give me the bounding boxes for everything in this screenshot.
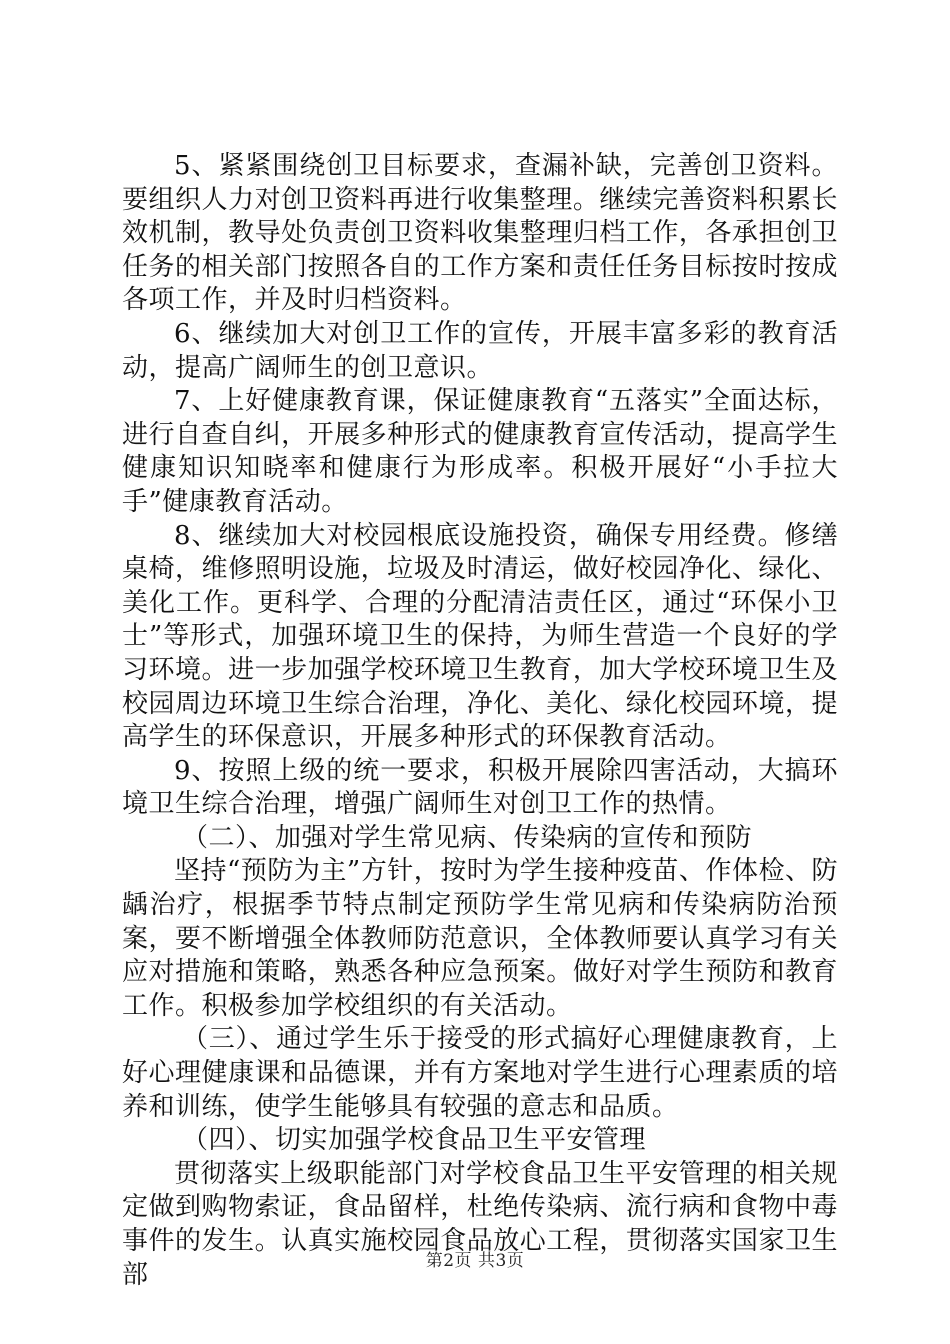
section-heading-4: （四）、切实加强学校食品卫生平安管理 xyxy=(182,1125,647,1156)
paragraph-item-8: 8、继续加大对校园根底设施投资，确保专用经费。修缮桌椅，维修照明设施，垃圾及时清运，做好校园净化、绿化、美化工作。更科学、合理的分配清洁责任区，通过“环保小卫士”等形式，加强环境卫生的保持，为师生营造一个良好的学习环境。进一步加强学校环境卫生教育，加大学校环境卫生及校园周边环境卫生综合治理，净化、美化、绿化校园环境，提高学生的环保意识，开展多种形式的环保教育活动。 xyxy=(122,520,838,753)
paragraph-item-6: 6、继续加大对创卫工作的宣传，开展丰富多彩的教育活动，提高广阔师生的创卫意识。 xyxy=(122,318,838,383)
section-heading-3: （三）、通过学生乐于接受的形式搞好心理健康教育，上好心理健康课和品德课，并有方案地对学生进行心理素质的培养和训练，使学生能够具有较强的意志和品质。 xyxy=(122,1024,838,1122)
document-body xyxy=(122,150,838,1292)
paragraph-item-9: 9、按照上级的统一要求，积极开展除四害活动，大搞环境卫生综合治理，增强广阔师生对创卫工作的热情。 xyxy=(122,755,838,820)
page-number-footer: 第2页 共3页 xyxy=(425,1251,525,1271)
paragraph-prevention: 坚持“预防为主”方针，按时为学生接种疫苗、作体检、防龋治疗，根据季节特点制定预防学生常见病和传染病防治预案，要不断增强全体教师防范意识，全体教师要认真学习有关应对措施和策略，熟悉各种应急预案。做好对学生预防和教育工作。积极参加学校组织的有关活动。 xyxy=(122,856,838,1021)
section-heading-2: （二）、加强对学生常见病、传染病的宣传和预防 xyxy=(182,822,753,853)
paragraph-item-5: 5、紧紧围绕创卫目标要求，查漏补缺，完善创卫资料。要组织人力对创卫资料再进行收集整理。继续完善资料积累长效机制，教导处负责创卫资料收集整理归档工作，各承担创卫任务的相关部门按照各自的工作方案和责任任务目标按时按成各项工作，并及时归档资料。 xyxy=(122,151,838,316)
paragraph-food-safety: 贯彻落实上级职能部门对学校食品卫生平安管理的相关规定做到购物索证，食品留样，杜绝传染病、流行病和食物中毒事件的发生。认真实施校园食品放心工程，贯彻落实国家卫生部 xyxy=(122,1158,838,1290)
paragraph-item-7: 7、上好健康教育课，保证健康教育“五落实”全面达标，进行自查自纠，开展多种形式的健康教育宣传活动，提高学生健康知识知晓率和健康行为形成率。积极开展好“小手拉大手”健康教育活动。 xyxy=(122,386,838,517)
